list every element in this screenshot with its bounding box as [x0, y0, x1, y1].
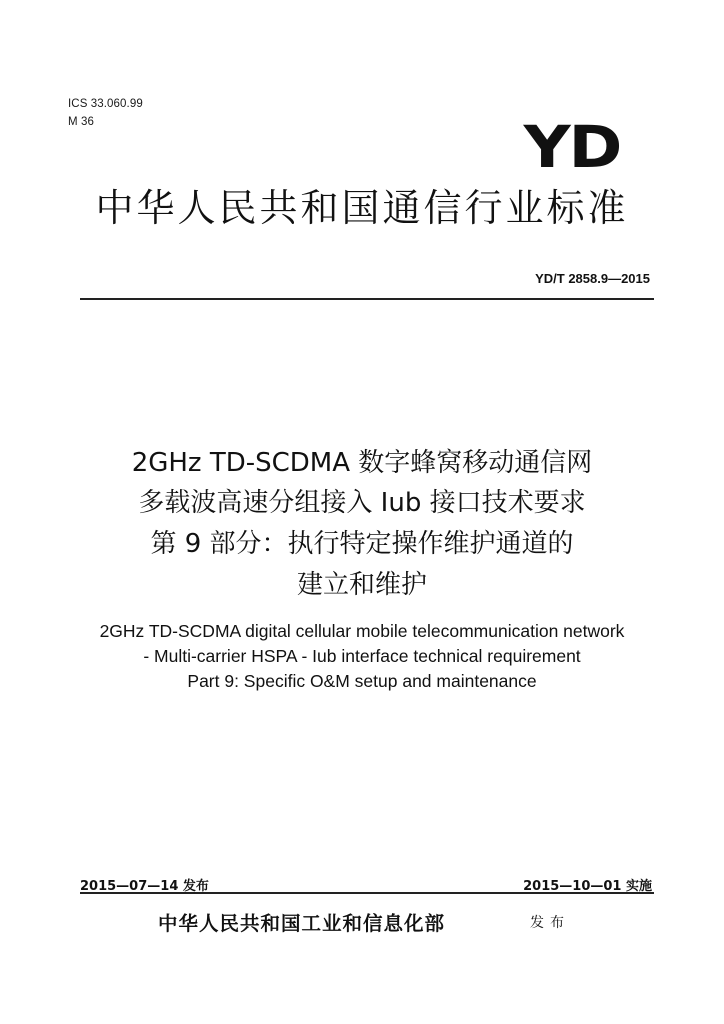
en-title-line-2: - Multi-carrier HSPA - Iub interface technical requirement: [143, 646, 581, 666]
ics-code: ICS 33.060.99: [68, 98, 143, 110]
standard-category-title: 中华人民共和国通信行业标准: [95, 186, 629, 230]
issuing-authority: 中华人民共和国工业和信息化部: [158, 912, 446, 935]
en-title-line-1: 2GHz TD-SCDMA digital cellular mobile telecommunication network: [99, 621, 625, 641]
standard-number: YD/T 2858.9—2015: [535, 271, 650, 286]
cn-title-line-4: 建立和维护: [296, 570, 427, 600]
yd-logo: YD: [523, 113, 620, 181]
publish-date: 2015—07—14 发布: [80, 879, 209, 894]
top-divider: [80, 298, 654, 300]
cn-title-line-3: 第 9 部分：执行特定操作维护通道的: [150, 529, 574, 559]
bottom-divider: [80, 892, 654, 894]
en-title-line-3: Part 9: Specific O&M setup and maintenance: [187, 671, 537, 691]
classification-code: M 36: [68, 116, 94, 128]
cn-title-line-2: 多载波高速分组接入 Iub 接口技术要求: [138, 488, 586, 518]
cn-title-line-1: 2GHz TD-SCDMA 数字蜂窝移动通信网: [131, 448, 593, 478]
implement-date: 2015—10—01 实施: [523, 879, 652, 894]
issuer-suffix: 发布: [530, 915, 570, 931]
